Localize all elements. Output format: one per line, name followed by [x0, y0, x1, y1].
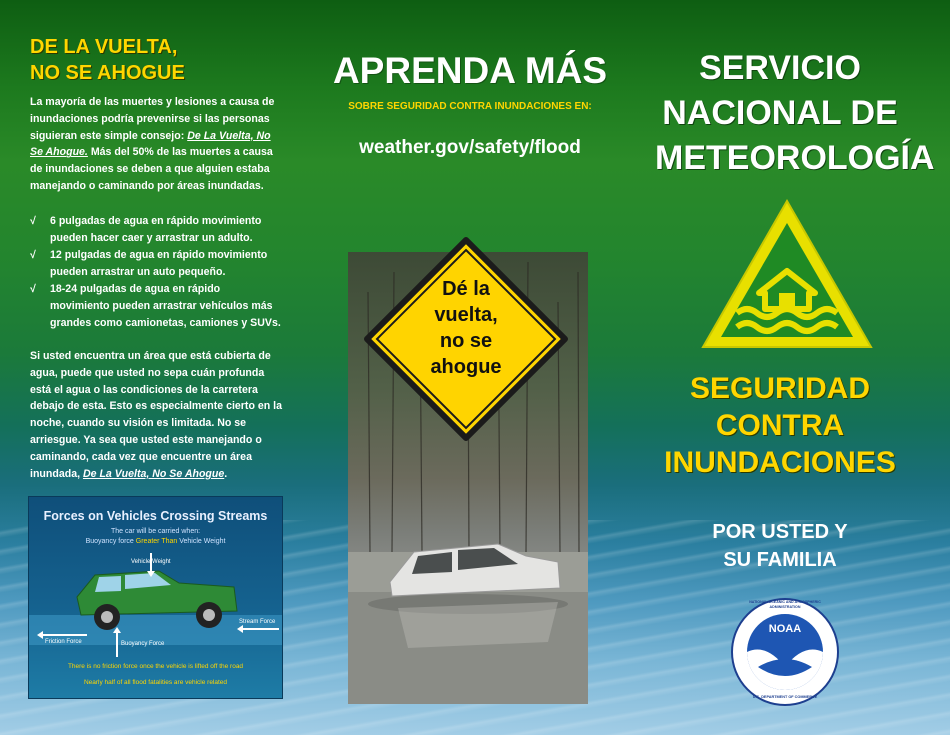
agency-line: SERVICIO — [699, 49, 861, 87]
label-friction-force: Friction Force — [45, 639, 82, 645]
sign-line: vuelta, — [434, 304, 498, 326]
label-vehicle-weight: Vehicle Weight — [131, 559, 171, 565]
safety-line: INUNDACIONES — [664, 446, 896, 479]
agency-line: NACIONAL DE — [662, 94, 898, 132]
closing-line — [30, 466, 292, 483]
flood-warning-triangle-icon — [697, 195, 877, 355]
safety-url-link[interactable]: weather.gov/safety/flood — [359, 137, 581, 158]
closing-line: está el agua o las condiciones de la carretera — [30, 383, 258, 396]
label-stream-force: Stream Force — [239, 619, 276, 625]
intro-line: de inundaciones se deben a que alguien estaba — [30, 163, 270, 176]
diagram-text: Buoyancy force — [85, 538, 136, 545]
agency-title — [655, 46, 935, 181]
learn-more-subtitle: SOBRE SEGURIDAD CONTRA INUNDACIONES EN: — [348, 101, 592, 112]
bullet-item — [30, 281, 292, 332]
left-heading-line: NO SE AHOGUE — [30, 62, 185, 84]
diagram-note: Nearly half of all flood fatalities are vehicle related — [83, 679, 228, 686]
intro-line: inundaciones podría prevenirse si las personas — [30, 112, 270, 125]
diagram-note: There is no friction force once the vehicle is lifted off the road — [67, 663, 244, 670]
noaa-logo — [730, 597, 840, 707]
safety-line: SEGURIDAD — [689, 372, 870, 405]
sign-line: ahogue — [430, 356, 502, 378]
sign-line: Dé la — [442, 278, 490, 300]
closing-paragraph — [30, 348, 292, 482]
intro-line — [30, 144, 292, 161]
intro-text: Más del 50% de las muertes a causa — [87, 146, 273, 159]
noaa-ring-text: U.S. DEPARTMENT OF COMMERCE — [752, 695, 818, 699]
bullet-line: grandes como camionetas, camiones y SUVs. — [50, 316, 281, 329]
checkmark-icon: √ — [30, 215, 36, 227]
bullet-item — [30, 213, 292, 247]
left-heading — [30, 34, 185, 86]
bullet-line: 6 pulgadas de agua en rápido movimiento — [50, 215, 262, 227]
safety-line: CONTRA — [715, 409, 845, 442]
family-line: SU FAMILIA — [723, 549, 837, 571]
flood-safety-title — [655, 370, 905, 481]
family-subtitle — [655, 518, 905, 574]
motto-emphasis: Se Ahogue. — [30, 146, 88, 159]
sign-text — [363, 276, 569, 380]
intro-paragraph — [30, 94, 292, 195]
bullet-line: 12 pulgadas de agua en rápido movimiento — [50, 249, 268, 261]
noaa-ring-text: NATIONAL OCEANIC AND ATMOSPHERIC ADMINISTRATION — [749, 600, 821, 609]
closing-line: debajo de esta. Esto es especialmente cierto en la — [30, 400, 282, 413]
checkmark-icon: √ — [30, 249, 36, 261]
diagram-text: Vehicle Weight — [177, 538, 226, 545]
noaa-center-text: NOAA — [768, 623, 802, 635]
noaa-emblem-icon — [730, 597, 840, 707]
intro-line: La mayoría de las muertes y lesiones a causa de — [30, 96, 275, 108]
intro-line: manejando o caminando por áreas inundadas. — [30, 179, 264, 192]
motto-emphasis: De La Vuelta, No Se Ahogue — [82, 467, 225, 480]
left-heading-line: DE LA VUELTA, — [30, 36, 178, 58]
bullet-line: pueden arrastrar un auto pequeño. — [50, 265, 226, 278]
bullet-line: movimiento pueden arrastrar vehículos más — [50, 299, 273, 312]
motto-emphasis: De La Vuelta, No — [187, 129, 271, 142]
sign-line: no se — [439, 330, 493, 352]
checkmark-icon: √ — [30, 283, 36, 295]
forces-diagram — [28, 496, 283, 699]
diagram-title: Forces on Vehicles Crossing Streams — [43, 509, 268, 523]
closing-text: . — [224, 467, 228, 480]
turn-around-sign — [363, 236, 569, 442]
intro-line — [30, 128, 292, 145]
label-buoyancy-force: Buoyancy Force — [121, 641, 165, 647]
closing-line: agua, puede que usted no sepa cuán profunda — [30, 366, 265, 379]
closing-text: inundada, — [30, 467, 83, 480]
closing-line: arriesgue. Ya sea que usted este manejando o — [30, 433, 262, 446]
bullet-line: 18-24 pulgadas de agua en rápido — [50, 283, 221, 295]
bullet-line: pueden hacer caer y arrastrar un adulto. — [50, 231, 253, 244]
closing-line: caminando, cada vez que encuentre un área — [30, 450, 252, 463]
diagram-highlight: Greater Than — [135, 538, 178, 545]
intro-text: siguieran este simple consejo: — [30, 129, 188, 142]
family-line: POR USTED Y — [712, 521, 848, 543]
closing-line: noche, cuando su visión es limitada. No se — [30, 417, 247, 430]
learn-more-title: APRENDA MÁS — [332, 50, 608, 91]
closing-line: Si usted encuentra un área que está cubierta de — [30, 350, 271, 362]
diagram-subtitle-line: The car will be carried when: — [110, 528, 201, 535]
agency-line: METEOROLOGÍA — [655, 139, 935, 177]
bullet-item — [30, 247, 292, 281]
